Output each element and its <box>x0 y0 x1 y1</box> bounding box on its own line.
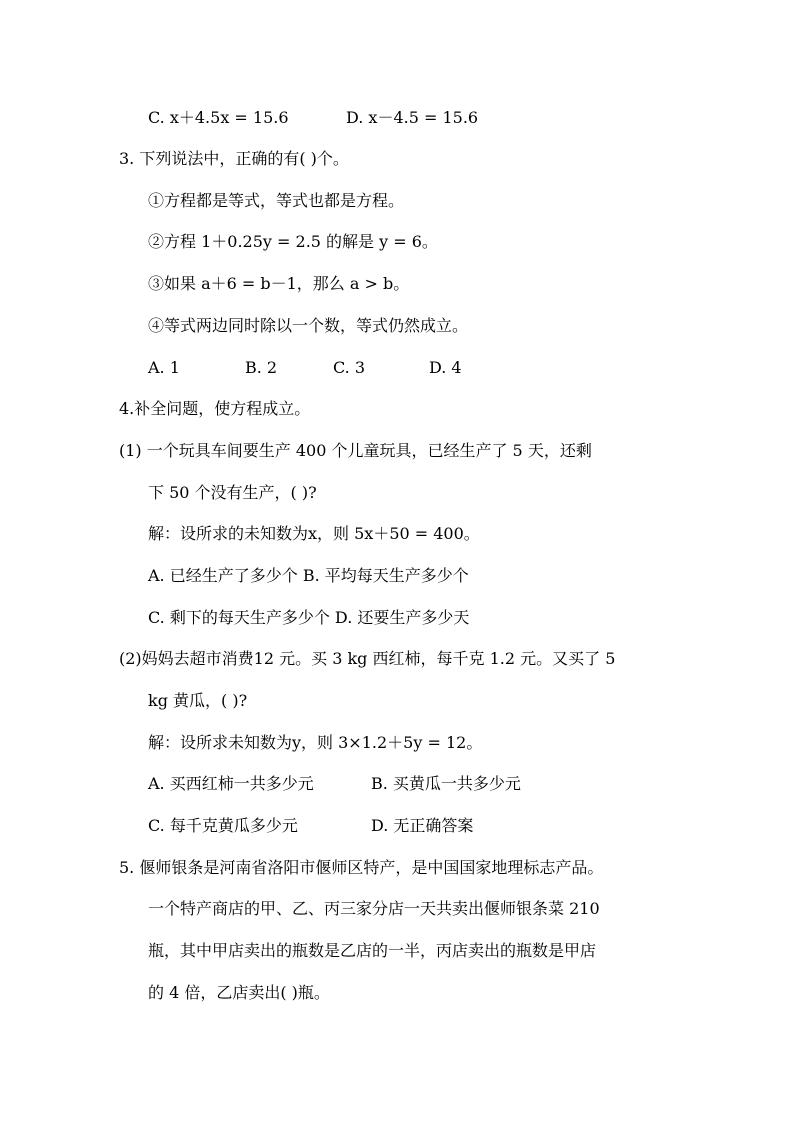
q4-part2-solution: 解：设所求未知数为y，则 3×1.2＋5y = 12。 <box>148 733 483 752</box>
q4-part2-option-d: D. 无正确答案 <box>371 816 474 835</box>
q3-statement-3: ③如果 a＋6 = b－1，那么 a > b。 <box>148 274 410 293</box>
q4-part1-line2: 下 50 个没有生产，( )? <box>148 483 317 502</box>
q3-statement-1: ①方程都是等式，等式也都是方程。 <box>148 191 405 210</box>
q5-line4: 的 4 倍，乙店卖出( )瓶。 <box>148 983 330 1002</box>
q2-option-c: C. x＋4.5x = 15.6 <box>148 108 289 127</box>
q3-statement-4: ④等式两边同时除以一个数，等式仍然成立。 <box>148 316 469 335</box>
q3-option-a: A. 1 <box>148 358 180 377</box>
q4-part1-line1: (1) 一个玩具车间要生产 400 个儿童玩具，已经生产了 5 天，还剩 <box>119 441 592 460</box>
q3-option-d: D. 4 <box>429 358 462 377</box>
q4-part1-options-cd: C. 剩下的每天生产多少个 D. 还要生产多少天 <box>148 608 470 627</box>
q3-option-b: B. 2 <box>245 358 278 377</box>
q4-part2-line2: kg 黄瓜，( )? <box>148 691 248 710</box>
q4-part2-option-a: A. 买西红柿一共多少元 <box>148 774 314 793</box>
q4-part2-option-c: C. 每千克黄瓜多少元 <box>148 816 298 835</box>
q3-stem: 3. 下列说法中，正确的有( )个。 <box>119 149 349 168</box>
q4-part1-options-ab: A. 已经生产了多少个 B. 平均每天生产多少个 <box>148 566 469 585</box>
q4-part2-line1: (2)妈妈去超市消费12 元。买 3 kg 西红柿，每千克 1.2 元。又买了 5 <box>119 649 616 668</box>
q5-line2: 一个特产商店的甲、乙、丙三家分店一天共卖出偃师银条菜 210 <box>148 899 600 918</box>
q5-line1: 5. 偃师银条是河南省洛阳市偃师区特产，是中国国家地理标志产品。 <box>119 858 604 877</box>
q5-line3: 瓶，其中甲店卖出的瓶数是乙店的一半，丙店卖出的瓶数是甲店 <box>148 941 597 960</box>
q4-part1-solution: 解：设所求的未知数为x，则 5x＋50 = 400。 <box>148 524 480 543</box>
q4-stem: 4.补全问题，使方程成立。 <box>119 399 311 418</box>
q3-statement-2: ②方程 1＋0.25y = 2.5 的解是 y = 6。 <box>148 232 438 251</box>
q3-option-c: C. 3 <box>333 358 366 377</box>
q4-part2-option-b: B. 买黄瓜一共多少元 <box>371 774 521 793</box>
q2-option-d: D. x－4.5 = 15.6 <box>346 108 479 127</box>
